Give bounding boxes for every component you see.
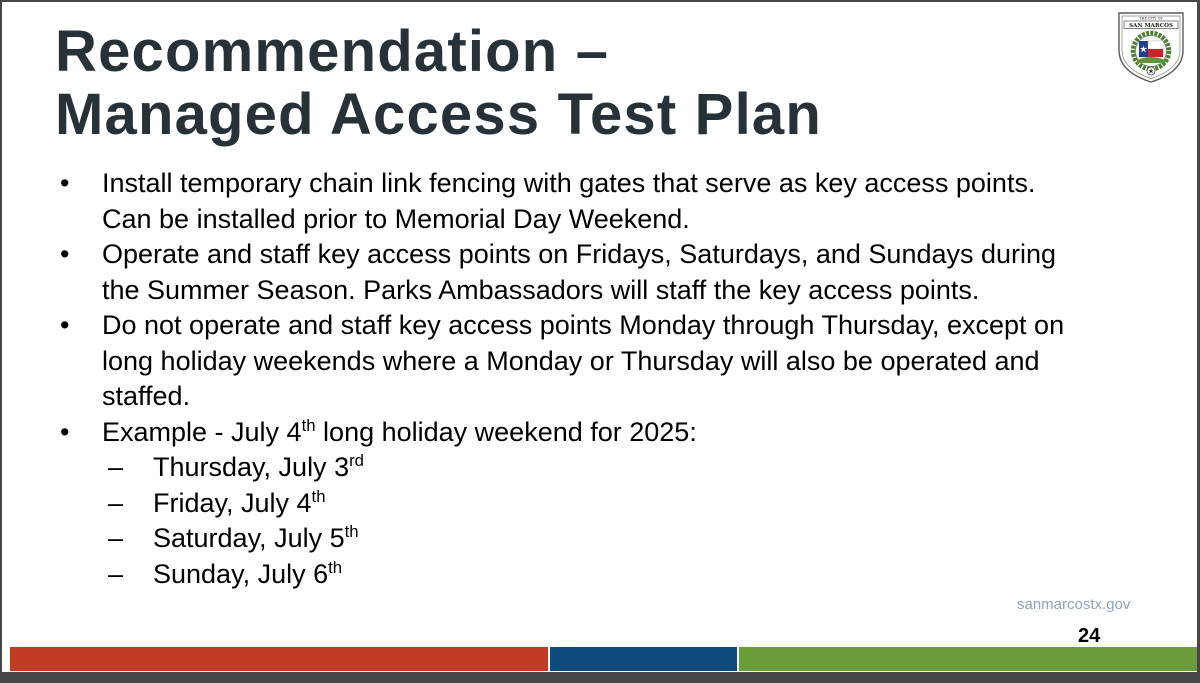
bullet-line: the Summer Season. Parks Ambassadors will staff the key access points.: [102, 274, 980, 305]
dash-marker: –: [108, 487, 124, 518]
bullet-line: long holiday weekends where a Monday or Thursday will also be operated and: [102, 345, 1040, 376]
city-seal-logo: [1117, 10, 1185, 84]
dash-marker: –: [108, 452, 124, 482]
slide: [2, 2, 1197, 672]
example-heading-rest: long holiday weekend for 2025:: [315, 416, 697, 447]
day-superscript: th: [311, 486, 326, 506]
day-line: [153, 521, 1064, 557]
sub-item-day: [102, 450, 1064, 486]
example-heading: [102, 415, 1064, 451]
bullet-line: Operate and staff key access points on Fridays, Saturdays, and Sundays during: [102, 239, 1057, 269]
sub-item-day: [102, 557, 1064, 593]
day-line: [153, 557, 1064, 593]
bullet-list: [60, 166, 1065, 592]
bullet-marker: •: [60, 239, 70, 269]
bullet-line: staffed.: [102, 381, 191, 411]
footer-website: sanmarcostx.gov: [1017, 596, 1131, 613]
sub-item-day: [102, 521, 1064, 557]
day-superscript: th: [328, 557, 343, 577]
day-superscript: th: [344, 522, 359, 542]
bullet-line: Can be installed prior to Memorial Day Weekend.: [102, 203, 690, 234]
dash-marker: –: [108, 523, 124, 553]
day-line: [153, 450, 1064, 486]
bullet-item: [60, 308, 1065, 415]
bullet-marker: •: [60, 168, 70, 198]
footer-bar-blue: [550, 647, 737, 671]
footer-bar-red: [10, 647, 548, 671]
day-text: Sunday, July 6: [153, 558, 329, 589]
day-text: Saturday, July 5: [153, 523, 345, 553]
logo-text-san-marcos: SAN MARCOS: [1129, 22, 1173, 29]
bullet-marker: •: [60, 416, 70, 447]
slide-page-number: 24: [1078, 625, 1101, 647]
example-heading-text: Example - July 4: [102, 416, 302, 447]
dash-marker: –: [108, 558, 124, 589]
logo-flag-white: [1148, 41, 1163, 49]
title-line-1: Recommendation –: [55, 19, 610, 84]
bullet-item-example: [60, 415, 1064, 451]
day-line: [153, 486, 1064, 522]
bullet-line: Do not operate and staff key access points Monday through Thursday, except on: [102, 310, 1065, 340]
logo-flag-red: [1148, 49, 1163, 57]
footer-bar-green: [739, 647, 1197, 671]
bullet-line: Install temporary chain link fencing with gates that serve as key access points.: [102, 168, 1036, 198]
example-heading-superscript: th: [301, 415, 316, 435]
day-text: Thursday, July 3: [153, 452, 350, 482]
day-superscript: rd: [349, 451, 364, 471]
logo-text-city-of: THE CITY OF: [1139, 16, 1163, 21]
sub-item-day: [102, 486, 1064, 522]
bullet-item: [60, 237, 1064, 308]
slide-title: [55, 20, 822, 146]
day-text: Friday, July 4: [153, 487, 312, 518]
title-line-2: Managed Access Test Plan: [55, 82, 822, 147]
bullet-item: [60, 166, 1064, 237]
bullet-marker: •: [60, 310, 70, 340]
